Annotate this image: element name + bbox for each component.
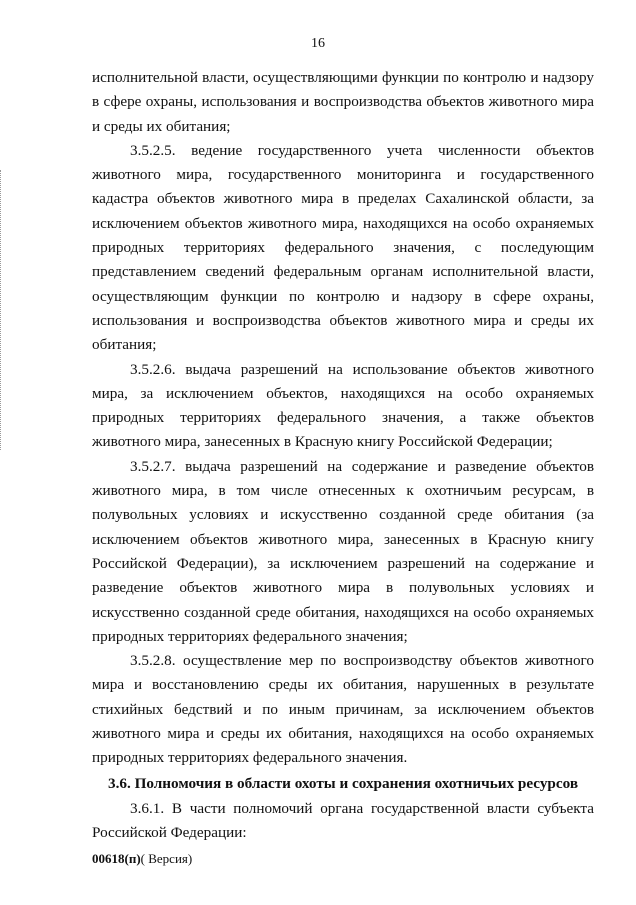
paragraph: исполнительной власти, осуществляющими функции по контролю и надзору в сфере охраны, использования и воспроизводства объектов животного мира и среды их обитания;	[92, 69, 594, 135]
paragraph: 3.5.2.8. осуществление мер по воспроизводству объектов животного мира и восстановлению среды их обитания, нарушенных в результате стихийных бедствий и по иным причинам, за исключением объектов животного мира и среды их обитания, находящихся на особо охраняемых природных территориях федерального значения.	[92, 652, 594, 767]
page-number: 16	[311, 36, 325, 51]
section-heading: 3.6. Полномочия в области охоты и сохранения охотничьих ресурсов	[108, 774, 579, 792]
paragraph: 3.5.2.7. выдача разрешений на содержание и разведение объектов животного мира, в том числе отнесенных к охотничьим ресурсам, в полувольных условиях и искусственно созданной среде обитания (за исключением объектов животного мира, занесенных в Красную книгу Российской Федерации), за исключением разрешений на содержание и разведение объектов животного мира в полувольных условиях и искусственно созданной среде обитания, находящихся на особо охраняемых природных территориях федерального значения;	[92, 457, 594, 645]
paragraph: 3.6.1. В части полномочий органа государственной власти субъекта Российской Федерации:	[92, 799, 594, 841]
footer-code: 00618(п)	[92, 851, 141, 866]
paragraph: 3.5.2.5. ведение государственного учета численности объектов животного мира, государственного мониторинга и государственного кадастра объектов животного мира в пределах Сахалинской области, за исключением объектов животного мира, находящихся на особо охраняемых природных территориях федерального значения, с последующим представлением сведений федеральным органам исполнительной власти, осуществляющим функции по контролю и надзору в сфере охраны, использования и воспроизводства объектов животного мира и среды их обитания;	[92, 141, 594, 354]
footer	[92, 851, 192, 867]
binding-edge-marks	[0, 170, 4, 450]
footer-label: ( Версия)	[140, 851, 193, 866]
paragraph: 3.5.2.6. выдача разрешений на использование объектов животного мира, за исключением объектов, находящихся на особо охраняемых природных территориях федерального значения, а также объектов животного мира, занесенных в Красную книгу Российской Федерации;	[92, 360, 594, 451]
document-body	[92, 66, 594, 845]
